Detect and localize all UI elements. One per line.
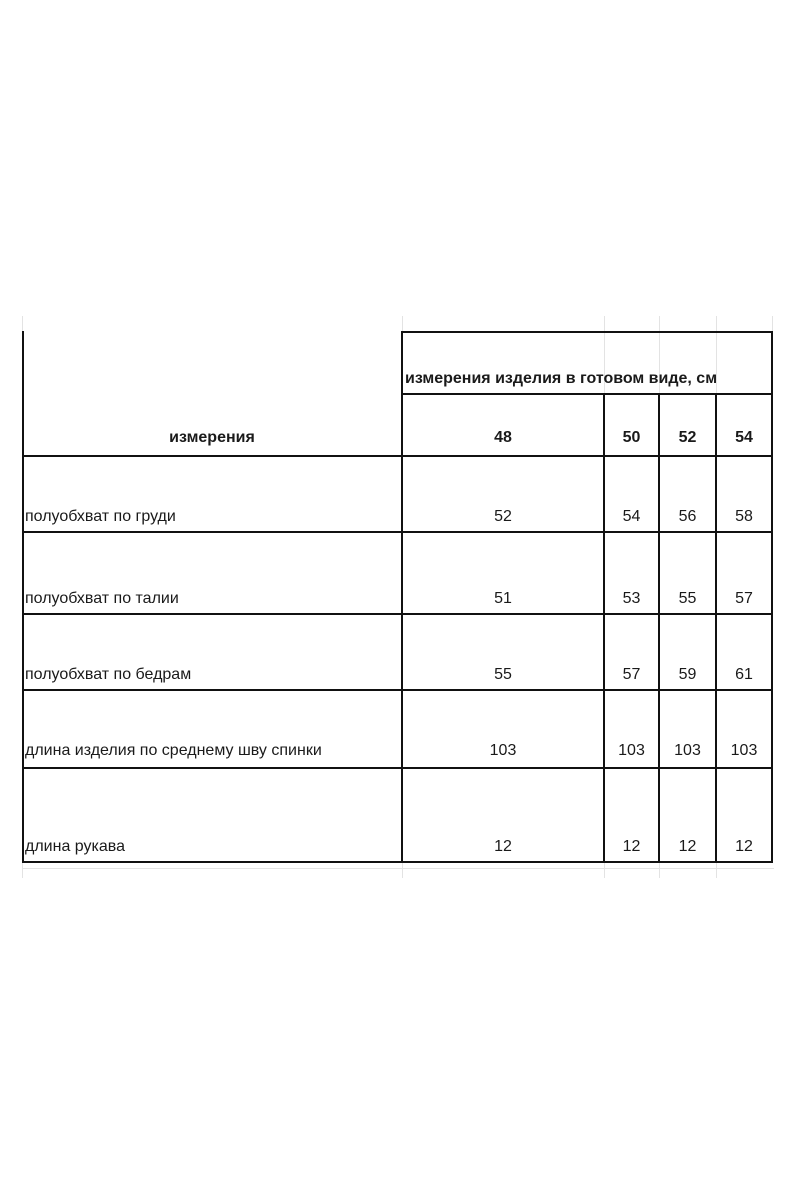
row-value: 53 (622, 590, 641, 607)
row-value: 55 (678, 590, 697, 607)
row-divider (22, 531, 773, 533)
table-border-bottom (22, 861, 773, 863)
row-divider (22, 613, 773, 615)
row-value: 12 (735, 838, 753, 855)
row-value: 59 (678, 666, 697, 683)
row-value: 52 (494, 508, 512, 525)
row-value: 103 (489, 742, 517, 759)
row-value: 54 (622, 508, 641, 525)
row-value: 57 (622, 666, 641, 683)
size-header-54: 54 (735, 429, 753, 446)
gridline (604, 862, 605, 878)
gridline (22, 868, 774, 869)
measure-header: измерения (169, 429, 255, 446)
row-label-length: длина изделия по среднему шву спинки (25, 742, 322, 759)
row-value: 58 (735, 508, 753, 525)
row-value: 57 (735, 590, 753, 607)
row-label-hips: полуобхват по бедрам (25, 666, 192, 683)
table-border-left (22, 331, 24, 862)
row-divider (22, 767, 773, 769)
table-border-top (402, 331, 773, 333)
column-divider (603, 394, 605, 862)
table-border-right (771, 331, 773, 862)
header-subdivider (402, 393, 773, 395)
gridline (659, 862, 660, 878)
row-divider (22, 455, 773, 457)
row-divider (22, 689, 773, 691)
gridline (402, 862, 403, 878)
row-value: 51 (494, 590, 512, 607)
row-value: 56 (678, 508, 697, 525)
gridline (772, 316, 773, 332)
gridline (22, 316, 23, 332)
row-value: 103 (618, 742, 645, 759)
size-header-52: 52 (678, 429, 697, 446)
row-value: 12 (622, 838, 641, 855)
row-value: 12 (494, 838, 512, 855)
size-header-48: 48 (494, 429, 512, 446)
row-value: 55 (494, 666, 512, 683)
column-divider (715, 394, 717, 862)
row-label-waist: полуобхват по талии (25, 590, 179, 607)
size-header-50: 50 (622, 429, 641, 446)
row-value: 103 (674, 742, 701, 759)
row-value: 61 (735, 666, 753, 683)
row-value: 12 (678, 838, 697, 855)
group-header: измерения изделия в готовом виде, см (405, 370, 718, 387)
gridline (22, 862, 23, 878)
row-value: 103 (730, 742, 758, 759)
row-label-sleeve: длина рукава (25, 838, 125, 855)
column-divider (658, 394, 660, 862)
gridline (402, 316, 403, 332)
row-label-chest: полуобхват по груди (25, 508, 176, 525)
gridline (716, 862, 717, 878)
